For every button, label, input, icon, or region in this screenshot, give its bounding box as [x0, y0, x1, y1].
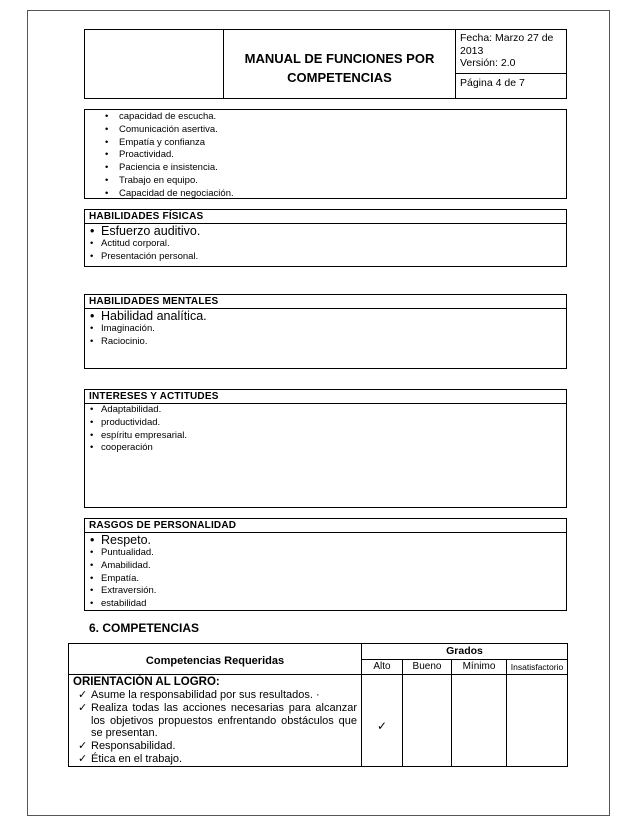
competency-item: ✓ Asume la responsabilidad por sus resultados. · — [73, 689, 357, 702]
list-item: • estabilidad — [85, 598, 566, 611]
section-heading: HABILIDADES MENTALES — [85, 295, 566, 309]
list-item: • Respeto. — [85, 533, 566, 547]
competency-item: ✓ Realiza todas las acciones necesarias para alcanzar los objetivos propuestos enfrentando obstáculos que se presentan. — [73, 702, 357, 740]
title-line-1: MANUAL DE FUNCIONES POR — [244, 51, 435, 66]
list-item: • capacidad de escucha. — [85, 111, 566, 124]
list-item: • Raciocinio. — [85, 336, 566, 349]
list-item: • Habilidad analítica. — [85, 309, 566, 323]
grados-heading: Grados — [362, 644, 567, 660]
fecha: Fecha: Marzo 27 de 2013 — [460, 32, 554, 57]
competency-item: ✓ Responsabilidad. — [73, 740, 357, 753]
version: Versión: 2.0 — [460, 57, 516, 69]
list-item: • Esfuerzo auditivo. — [85, 224, 566, 238]
list-item: • productividad. — [85, 417, 566, 430]
list-item: • Trabajo en equipo. — [85, 175, 566, 188]
table-row — [69, 675, 567, 766]
list-item: • Capacidad de negociación. — [85, 188, 566, 201]
list-item: • Imaginación. — [85, 323, 566, 336]
competency-area: ORIENTACIÓN AL LOGRO: — [73, 676, 220, 688]
insatisfactorio-cell — [507, 675, 567, 766]
logo-cell — [85, 30, 224, 98]
section-title: 6. COMPETENCIAS — [89, 621, 200, 635]
list-item: • Extraversión. — [85, 585, 566, 598]
list-item: • cooperación — [85, 442, 566, 455]
list-item: • Comunicación asertiva. — [85, 124, 566, 137]
alto-checkmark-icon: ✓ — [362, 675, 403, 766]
col-minimo: Mínimo — [452, 660, 507, 674]
list-item: • Actitud corporal. — [85, 238, 566, 251]
habilidades-fisicas-box — [84, 209, 567, 267]
title-line-2: COMPETENCIAS — [287, 70, 392, 85]
list-item: • Empatía. — [85, 573, 566, 586]
document-header — [84, 29, 567, 99]
list-item: • Puntualidad. — [85, 547, 566, 560]
section-heading: HABILIDADES FÍSICAS — [85, 210, 566, 224]
list-item: • Presentación personal. — [85, 251, 566, 264]
intereses-actitudes-box — [84, 389, 567, 508]
col-bueno: Bueno — [403, 660, 452, 674]
header-meta — [456, 30, 566, 98]
list-item: • espíritu empresarial. — [85, 430, 566, 443]
list-item: • Adaptabilidad. — [85, 404, 566, 417]
pagina: Página 4 de 7 — [460, 77, 525, 89]
list-item: • Proactividad. — [85, 149, 566, 162]
list-item: • Empatía y confianza — [85, 137, 566, 150]
rasgos-personalidad-box — [84, 518, 567, 611]
col-alto: Alto — [362, 660, 403, 674]
competencias-table — [68, 643, 568, 767]
section-heading: INTERESES Y ACTITUDES — [85, 390, 566, 404]
col-insatisfactorio: Insatisfactorio — [510, 662, 564, 672]
list-item: • Paciencia e insistencia. — [85, 162, 566, 175]
habilidades-mentales-box — [84, 294, 567, 369]
table-header-row — [69, 644, 567, 675]
bueno-cell — [403, 675, 452, 766]
col-competencias-requeridas: Competencias Requeridas — [69, 644, 362, 674]
document-title — [224, 30, 456, 98]
skills-box — [84, 109, 567, 199]
competency-item: ✓ Ética en el trabajo. — [73, 753, 357, 766]
section-heading: RASGOS DE PERSONALIDAD — [85, 519, 566, 533]
list-item: • Amabilidad. — [85, 560, 566, 573]
minimo-cell — [452, 675, 507, 766]
